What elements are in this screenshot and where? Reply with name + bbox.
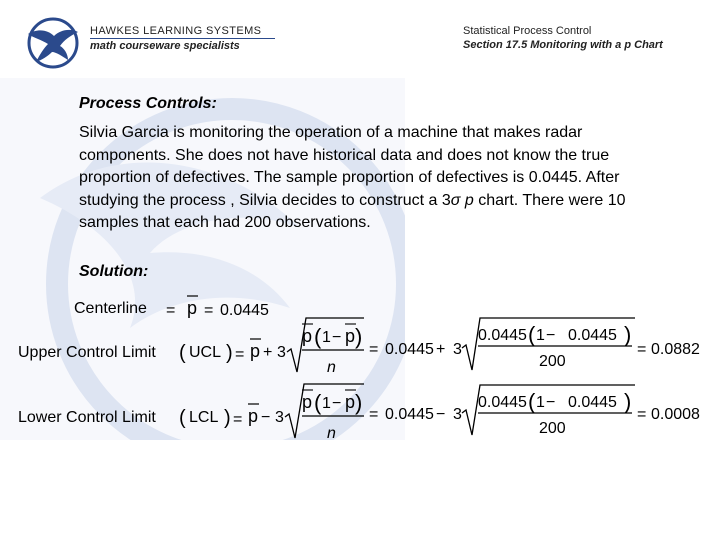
lcl-num-paren-close: ): [355, 390, 363, 415]
lcl-num-paren-open-2: (: [528, 389, 536, 414]
lcl-paren-close: ): [224, 407, 231, 429]
ucl-label: Upper Control Limit: [18, 344, 156, 361]
ucl-result: 0.0882: [651, 341, 700, 358]
lcl-num-p2: p: [345, 392, 356, 412]
ucl-den-2: 200: [539, 353, 566, 370]
ucl-equals-2: =: [369, 341, 379, 358]
ucl-num-paren-open-2: (: [528, 322, 536, 347]
ucl-num-one: 1: [322, 329, 331, 346]
problem-text-part: Silvia Garcia is monitoring the operation of a machine that makes radar components. She does not have historical data and does not know the true proportion of defectives. The sample proportion of defectives is 0.0445. After studying the process , Silvia decides to construct a 3: [79, 124, 620, 209]
ucl-three: 3: [277, 344, 286, 361]
ucl-num-paren-close: ): [355, 324, 363, 349]
lcl-paren-open: (: [179, 407, 186, 429]
lcl-num-minus: −: [332, 395, 342, 412]
ucl-plus-2: +: [436, 341, 446, 358]
problem-text-end: chart. There were 10 samples that each had 200 observations.: [79, 191, 626, 231]
company-name: HAWKES LEARNING SYSTEMS: [90, 25, 262, 37]
lcl-three: 3: [275, 409, 284, 426]
ucl-p-bar: p: [250, 341, 261, 361]
ucl-equals-3: =: [637, 341, 647, 358]
lcl-num-one-2: 1: [536, 394, 545, 411]
lcl-den: n: [327, 425, 336, 442]
ucl-num-paren-close-2: ): [624, 322, 632, 347]
ucl-abbr: UCL: [189, 344, 222, 361]
ucl-paren-close: ): [226, 342, 233, 364]
lcl-den-2: 200: [539, 420, 566, 437]
lcl-num-value: 0.0445: [478, 394, 527, 411]
lcl-minus-2: −: [436, 406, 446, 423]
ucl-num-one-2: 1: [536, 327, 545, 344]
ucl-num-value: 0.0445: [478, 327, 527, 344]
lcl-equals-2: =: [369, 406, 379, 423]
ucl-den: n: [327, 359, 336, 376]
centerline-value: 0.0445: [220, 302, 269, 319]
lcl-three-2: 3: [453, 406, 462, 423]
centerline-equals-2: =: [204, 302, 214, 319]
ucl-num-paren-open: (: [314, 324, 322, 349]
lcl-num-paren-open: (: [314, 390, 322, 415]
lcl-num-paren-close-2: ): [624, 389, 632, 414]
ucl-num-minus: −: [332, 329, 342, 346]
lcl-equals: =: [233, 411, 243, 428]
p-symbol: p: [460, 191, 474, 209]
lcl-minus: −: [261, 409, 271, 426]
ucl-equals: =: [235, 346, 245, 363]
lcl-label: Lower Control Limit: [18, 409, 156, 426]
sigma-symbol: σ: [450, 191, 461, 209]
course-title: Statistical Process Control: [463, 25, 592, 37]
ucl-plus: +: [263, 344, 273, 361]
ucl-num-p2: p: [345, 326, 356, 346]
lcl-num-minus-2: −: [546, 394, 556, 411]
section-title: Section 17.5 Monitoring with a p Chart: [463, 39, 663, 51]
lcl-num-value-2: 0.0445: [568, 394, 617, 411]
lcl-result: 0.0008: [651, 406, 700, 423]
p-bar-symbol: p: [187, 298, 198, 318]
ucl-three-2: 3: [453, 341, 462, 358]
company-tagline: math courseware specialists: [90, 40, 240, 52]
centerline-label: Centerline: [74, 300, 147, 317]
lcl-num-one: 1: [322, 395, 331, 412]
problem-heading: Process Controls:: [79, 95, 217, 112]
ucl-num-p: p: [302, 326, 313, 346]
ucl-paren-open: (: [179, 342, 186, 364]
lcl-abbr: LCL: [189, 409, 219, 426]
ucl-num-minus-2: −: [546, 327, 556, 344]
lcl-equals-3: =: [637, 406, 647, 423]
solution-heading: Solution:: [79, 263, 149, 280]
lcl-p-bar: p: [248, 406, 259, 426]
centerline-equals: =: [166, 302, 176, 319]
ucl-num-value-2: 0.0445: [568, 327, 617, 344]
lcl-value-p: 0.0445: [385, 406, 434, 423]
lcl-num-p: p: [302, 392, 313, 412]
ucl-value-p: 0.0445: [385, 341, 434, 358]
